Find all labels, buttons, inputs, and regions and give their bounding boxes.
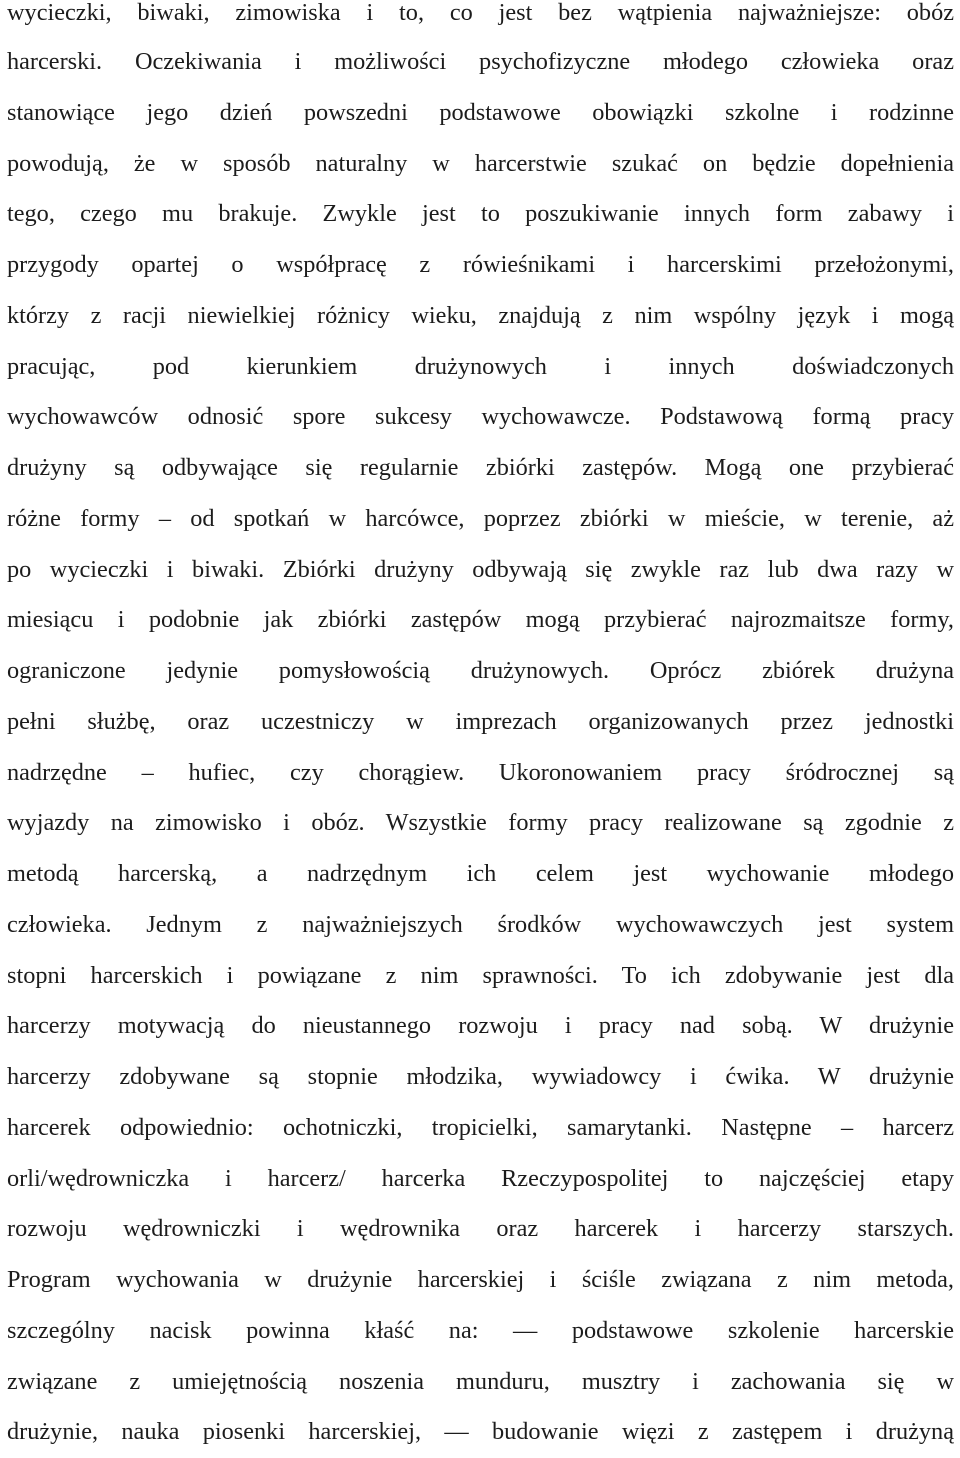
text-line: którzy z racji niewielkiej różnicy wieku, znajdują z nim wspólny język i mogą	[7, 301, 954, 329]
text-line: harcerzy zdobywane są stopnie młodzika, wywiadowcy i ćwika. W drużynie	[7, 1063, 954, 1090]
text-line: przygody opartej o współpracę z rówieśnikami i harcerskimi przełożonymi,	[7, 251, 954, 278]
text-line: powodują, że w sposób naturalny w harcerstwie szukać on będzie dopełnienia	[7, 149, 954, 177]
text-line: wyjazdy na zimowisko i obóz. Wszystkie formy pracy realizowane są zgodnie z	[7, 809, 954, 837]
text-line: różne formy – od spotkań w harcówce, poprzez zbiórki w mieście, w terenie, aż	[7, 504, 954, 532]
text-line: pracując, pod kierunkiem drużynowych i innych doświadczonych	[7, 352, 954, 380]
text-line: drużyny są odbywające się regularnie zbiórki zastępów. Mogą one przybierać	[7, 454, 954, 481]
text-line: stanowiące jego dzień powszedni podstawowe obowiązki szkolne i rodzinne	[7, 98, 954, 126]
text-line: harcerski. Oczekiwania i możliwości psychofizyczne młodego człowieka oraz	[7, 48, 954, 75]
text-line: człowieka. Jednym z najważniejszych środków wychowawczych jest system	[7, 910, 954, 938]
text-line: pełni służbę, oraz uczestniczy w imprezach organizowanych przez jednostki	[7, 707, 954, 735]
text-line: związane z umiejętnością noszenia munduru, musztry i zachowania się w	[7, 1367, 954, 1395]
text-line: szczególny nacisk powinna kłaść na: — podstawowe szkolenie harcerskie	[7, 1316, 954, 1344]
text-line: stopni harcerskich i powiązane z nim sprawności. To ich zdobywanie jest dla	[7, 961, 954, 989]
text-line: harcerzy motywacją do nieustannego rozwoju i pracy nad sobą. W drużynie	[7, 1012, 954, 1040]
text-line: wychowawców odnosić spore sukcesy wychowawcze. Podstawową formą pracy	[7, 403, 954, 431]
text-line: drużynie, nauka piosenki harcerskiej, — budowanie więzi z zastępem i drużyną	[7, 1418, 954, 1446]
text-line: ograniczone jedynie pomysłowością drużynowych. Oprócz zbiórek drużyna	[7, 657, 954, 684]
text-line: tego, czego mu brakuje. Zwykle jest to poszukiwanie innych form zabawy i	[7, 200, 954, 228]
text-line: wycieczki, biwaki, zimowiska i to, co jest bez wątpienia najważniejsze: obóz	[7, 0, 954, 26]
text-line: harcerek odpowiednio: ochotniczki, tropicielki, samarytanki. Następne – harcerz	[7, 1113, 954, 1141]
text-line: rozwoju wędrowniczki i wędrownika oraz harcerek i harcerzy starszych.	[7, 1215, 954, 1243]
text-line: po wycieczki i biwaki. Zbiórki drużyny odbywają się zwykle raz lub dwa razy w	[7, 555, 954, 583]
text-line: metodą harcerską, a nadrzędnym ich celem jest wychowanie młodego	[7, 860, 954, 887]
text-line: Program wychowania w drużynie harcerskiej i ściśle związana z nim metoda,	[7, 1266, 954, 1293]
text-line: nadrzędne – hufiec, czy chorągiew. Ukoronowaniem pracy śródrocznej są	[7, 758, 954, 786]
text-line: orli/wędrowniczka i harcerz/ harcerka Rzeczypospolitej to najczęściej etapy	[7, 1164, 954, 1192]
text-line: miesiącu i podobnie jak zbiórki zastępów mogą przybierać najrozmaitsze formy,	[7, 606, 954, 634]
